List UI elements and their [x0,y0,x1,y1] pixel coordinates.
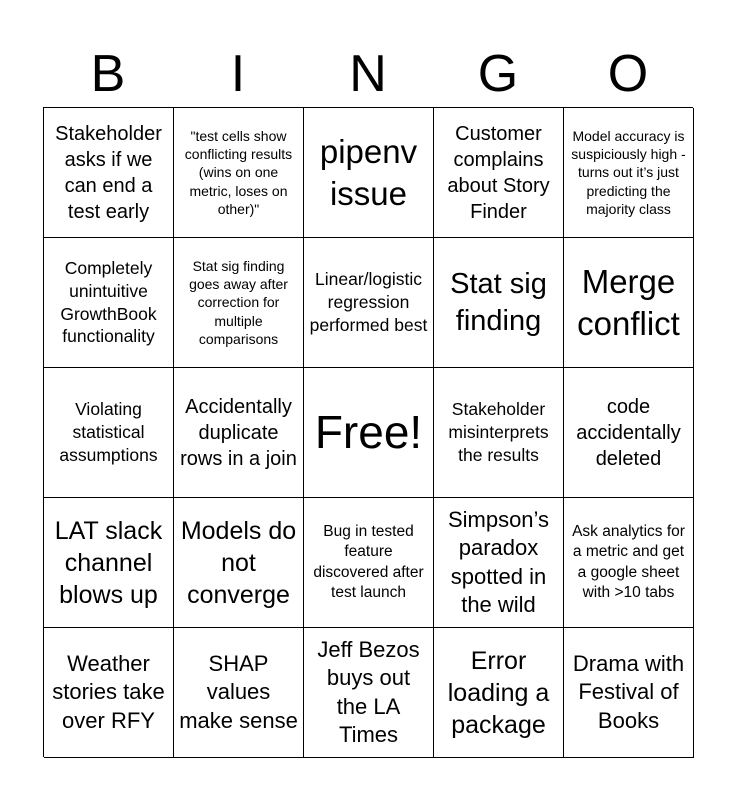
cell-text: pipenv issue [319,133,418,212]
cell-text: Free! [314,405,423,458]
bingo-cell[interactable] [434,238,564,368]
cell-text: "test cells show conflicting results (wins on one metric, loses on other)" [184,128,293,217]
bingo-cell[interactable] [564,498,694,628]
header-letter-g: G [477,45,519,103]
bingo-cell[interactable] [44,368,174,498]
bingo-cell[interactable] [434,108,564,238]
cell-text: Drama with Festival of Books [572,651,685,733]
header-letter-i: I [230,45,246,103]
bingo-cell[interactable] [564,628,694,758]
bingo-cell[interactable] [44,108,174,238]
bingo-cell[interactable] [564,238,694,368]
header-letter-n: N [349,45,387,103]
cell-text: LAT slack channel blows up [54,516,163,609]
cell-text: Jeff Bezos buys out the LA Times [317,637,420,747]
bingo-cell[interactable] [304,238,434,368]
cell-text: Customer complains about Story Finder [447,122,550,223]
bingo-cell[interactable] [44,628,174,758]
cell-text: Stakeholder misinterprets the results [448,399,549,465]
bingo-cell-free[interactable] [304,368,434,498]
bingo-cell[interactable] [304,108,434,238]
bingo-cell[interactable] [564,108,694,238]
bingo-cell[interactable] [174,368,304,498]
cell-text: Completely unintuitive GrowthBook functionality [60,258,157,347]
bingo-cell[interactable] [174,498,304,628]
cell-text: Ask analytics for a metric and get a google sheet with >10 tabs [572,523,685,601]
bingo-cell[interactable] [434,368,564,498]
bingo-header [43,42,693,106]
bingo-cell[interactable] [174,628,304,758]
bingo-cell[interactable] [434,628,564,758]
cell-text: Models do not converge [180,516,297,609]
bingo-board [43,107,693,757]
cell-text: SHAP values make sense [179,651,298,733]
cell-text: Stakeholder asks if we can end a test early [55,122,162,223]
cell-text: Model accuracy is suspiciously high - turns out it’s just predicting the majority class [571,128,686,217]
cell-text: code accidentally deleted [576,395,681,470]
bingo-cell[interactable] [44,238,174,368]
bingo-cell[interactable] [304,628,434,758]
cell-text: Stat sig finding [450,268,547,337]
bingo-cell[interactable] [174,238,304,368]
header-letter-o: O [607,45,649,103]
bingo-cell[interactable] [564,368,694,498]
cell-text: Weather stories take over RFY [52,651,165,733]
bingo-cell[interactable] [304,498,434,628]
cell-text: Bug in tested feature discovered after test launch [313,523,424,601]
cell-text: Merge conflict [577,263,680,342]
cell-text: Violating statistical assumptions [59,399,158,465]
cell-text: Stat sig finding goes away after correction for multiple comparisons [189,258,288,347]
bingo-cell[interactable] [44,498,174,628]
cell-text: Error loading a package [447,646,550,739]
cell-text: Linear/logistic regression performed best [309,269,428,335]
cell-text: Accidentally duplicate rows in a join [180,395,297,470]
header-letter-b: B [90,45,126,103]
bingo-cell[interactable] [174,108,304,238]
bingo-cell[interactable] [434,498,564,628]
cell-text: Simpson’s paradox spotted in the wild [447,507,550,617]
